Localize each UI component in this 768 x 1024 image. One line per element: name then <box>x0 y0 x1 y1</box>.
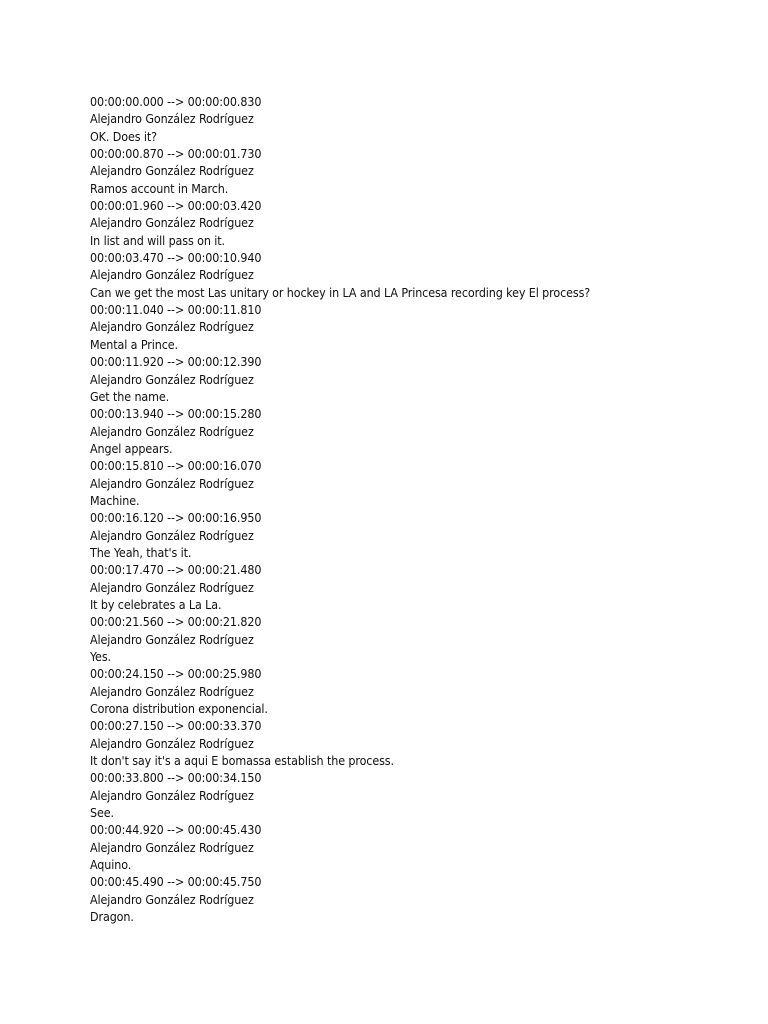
cue-text: The Yeah, that's it. <box>90 544 192 560</box>
cue-text: Dragon. <box>90 909 134 925</box>
cue <box>90 769 730 821</box>
cue-timestamp: 00:00:33.800 --> 00:00:34.150 <box>90 770 262 786</box>
transcript <box>90 93 730 926</box>
cue-speaker: Alejandro González Rodríguez <box>90 839 254 855</box>
cue-text: Corona distribution exponencial. <box>90 701 268 717</box>
cue-speaker: Alejandro González Rodríguez <box>90 787 254 803</box>
cue <box>90 353 730 405</box>
cue-speaker: Alejandro González Rodríguez <box>90 735 254 751</box>
cue-text: Machine. <box>90 492 140 508</box>
cue-speaker: Alejandro González Rodríguez <box>90 111 254 127</box>
cue <box>90 145 730 197</box>
cue-speaker: Alejandro González Rodríguez <box>90 683 254 699</box>
cue <box>90 93 730 145</box>
cue-speaker: Alejandro González Rodríguez <box>90 423 254 439</box>
cue-timestamp: 00:00:03.470 --> 00:00:10.940 <box>90 250 262 266</box>
cue <box>90 613 730 665</box>
cue-text: OK. Does it? <box>90 128 157 144</box>
cue-speaker: Alejandro González Rodríguez <box>90 631 254 647</box>
cue <box>90 561 730 613</box>
cue-speaker: Alejandro González Rodríguez <box>90 891 254 907</box>
cue <box>90 301 730 353</box>
cue-timestamp: 00:00:16.120 --> 00:00:16.950 <box>90 510 262 526</box>
cue <box>90 873 730 925</box>
cue <box>90 249 730 301</box>
cue-text: Ramos account in March. <box>90 180 229 196</box>
cue-speaker: Alejandro González Rodríguez <box>90 371 254 387</box>
cue <box>90 717 730 769</box>
cue-text: See. <box>90 805 114 821</box>
cue-timestamp: 00:00:45.490 --> 00:00:45.750 <box>90 874 262 890</box>
cue-timestamp: 00:00:21.560 --> 00:00:21.820 <box>90 614 262 630</box>
cue-text: Aquino. <box>90 857 132 873</box>
cue <box>90 405 730 457</box>
cue-text: Angel appears. <box>90 440 173 456</box>
cue-speaker: Alejandro González Rodríguez <box>90 579 254 595</box>
cue-timestamp: 00:00:00.870 --> 00:00:01.730 <box>90 146 262 162</box>
cue-speaker: Alejandro González Rodríguez <box>90 267 254 283</box>
cue <box>90 821 730 873</box>
cue-timestamp: 00:00:11.920 --> 00:00:12.390 <box>90 354 262 370</box>
cue-timestamp: 00:00:44.920 --> 00:00:45.430 <box>90 822 262 838</box>
cue-timestamp: 00:00:13.940 --> 00:00:15.280 <box>90 406 262 422</box>
cue-text: It don't say it's a aqui E bomassa establish the process. <box>90 753 394 769</box>
cue-timestamp: 00:00:11.040 --> 00:00:11.810 <box>90 302 262 318</box>
cue-timestamp: 00:00:27.150 --> 00:00:33.370 <box>90 718 262 734</box>
cue-timestamp: 00:00:24.150 --> 00:00:25.980 <box>90 666 262 682</box>
cue-text: It by celebrates a La La. <box>90 596 222 612</box>
cue-text: Mental a Prince. <box>90 336 178 352</box>
cue-speaker: Alejandro González Rodríguez <box>90 215 254 231</box>
cue-timestamp: 00:00:00.000 --> 00:00:00.830 <box>90 94 262 109</box>
cue-timestamp: 00:00:17.470 --> 00:00:21.480 <box>90 562 262 578</box>
cue-speaker: Alejandro González Rodríguez <box>90 527 254 543</box>
cue-text: Yes. <box>90 649 111 664</box>
cue-text: Can we get the most Las unitary or hockey in LA and LA Princesa recording key El process? <box>90 284 591 300</box>
cue-text: In list and will pass on it. <box>90 232 225 248</box>
cue-speaker: Alejandro González Rodríguez <box>90 163 254 179</box>
cue-timestamp: 00:00:15.810 --> 00:00:16.070 <box>90 458 262 474</box>
cue-speaker: Alejandro González Rodríguez <box>90 475 254 491</box>
cue-text: Get the name. <box>90 388 170 404</box>
cue <box>90 509 730 561</box>
cue-timestamp: 00:00:01.960 --> 00:00:03.420 <box>90 198 262 214</box>
cue-speaker: Alejandro González Rodríguez <box>90 319 254 335</box>
cue <box>90 457 730 509</box>
cue <box>90 665 730 717</box>
cue <box>90 197 730 249</box>
